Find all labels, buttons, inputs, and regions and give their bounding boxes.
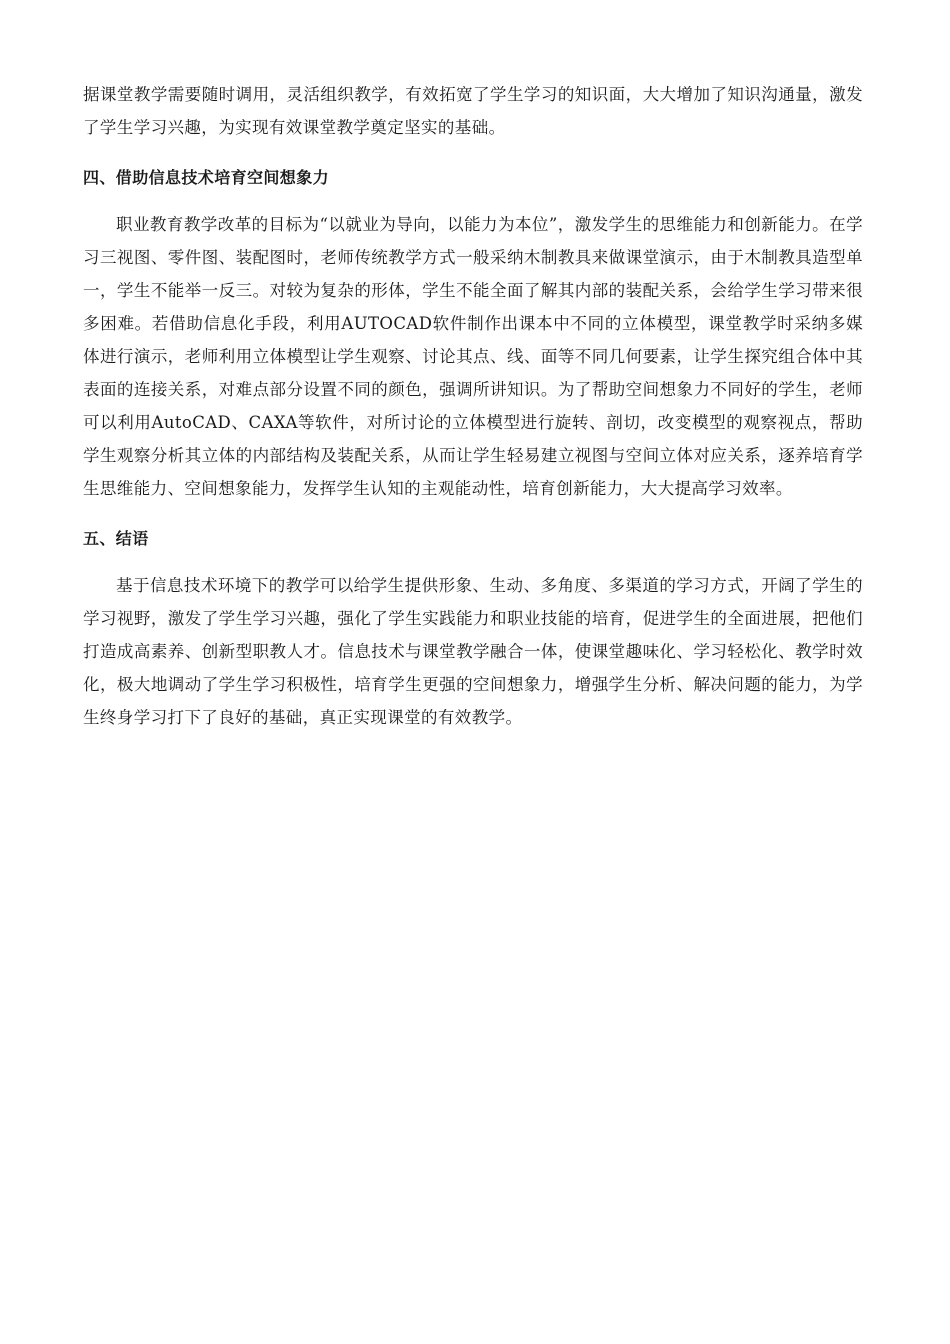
section-4-paragraph: 职业教育教学改革的目标为“以就业为导向，以能力为本位”，激发学生的思维能力和创新能力。在学习三视图、零件图、装配图时，老师传统教学方式一般采纳木制教具来做课堂演示，由于木制教具造型单一，学生不能举一反三。对较为复杂的形体，学生不能全面了解其内部的装配关系，会给学生学习带来很多困难。若借助信息化手段，利用AUTOCAD软件制作出课本中不同的立体模型，课堂教学时采纳多媒体进行演示，老师利用立体模型让学生观察、讨论其点、线、面等不同几何要素，让学生探究组合体中其表面的连接关系，对难点部分设置不同的颜色，强调所讲知识。为了帮助空间想象力不同好的学生，老师可以利用AutoCAD、CAXA等软件，对所讨论的立体模型进行旋转、剖切，改变模型的观察视点，帮助学生观察分析其立体的内部结构及装配关系，从而让学生轻易建立视图与空间立体对应关系，逐养培育学生思维能力、空间想象能力，发挥学生认知的主观能动性，培育创新能力，大大提高学习效率。 — [83, 215, 863, 498]
section-4-heading: 四、借助信息技术培育空间想象力 — [83, 168, 330, 187]
section-5-paragraph: 基于信息技术环境下的教学可以给学生提供形象、生动、多角度、多渠道的学习方式，开阔了学生的学习视野，激发了学生学习兴趣，强化了学生实践能力和职业技能的培育，促进学生的全面进展，把他们打造成高素养、创新型职教人才。信息技术与课堂教学融合一体，使课堂趣味化、学习轻松化、教学时效化，极大地调动了学生学习积极性，培育学生更强的空间想象力，增强学生分析、解决问题的能力，为学生终身学习打下了良好的基础，真正实现课堂的有效教学。 — [83, 576, 863, 727]
continuation-paragraph: 据课堂教学需要随时调用，灵活组织教学，有效拓宽了学生学习的知识面，大大增加了知识沟通量，激发了学生学习兴趣，为实现有效课堂教学奠定坚实的基础。 — [83, 85, 863, 137]
document-page — [83, 78, 863, 734]
section-5-heading: 五、结语 — [83, 529, 149, 548]
